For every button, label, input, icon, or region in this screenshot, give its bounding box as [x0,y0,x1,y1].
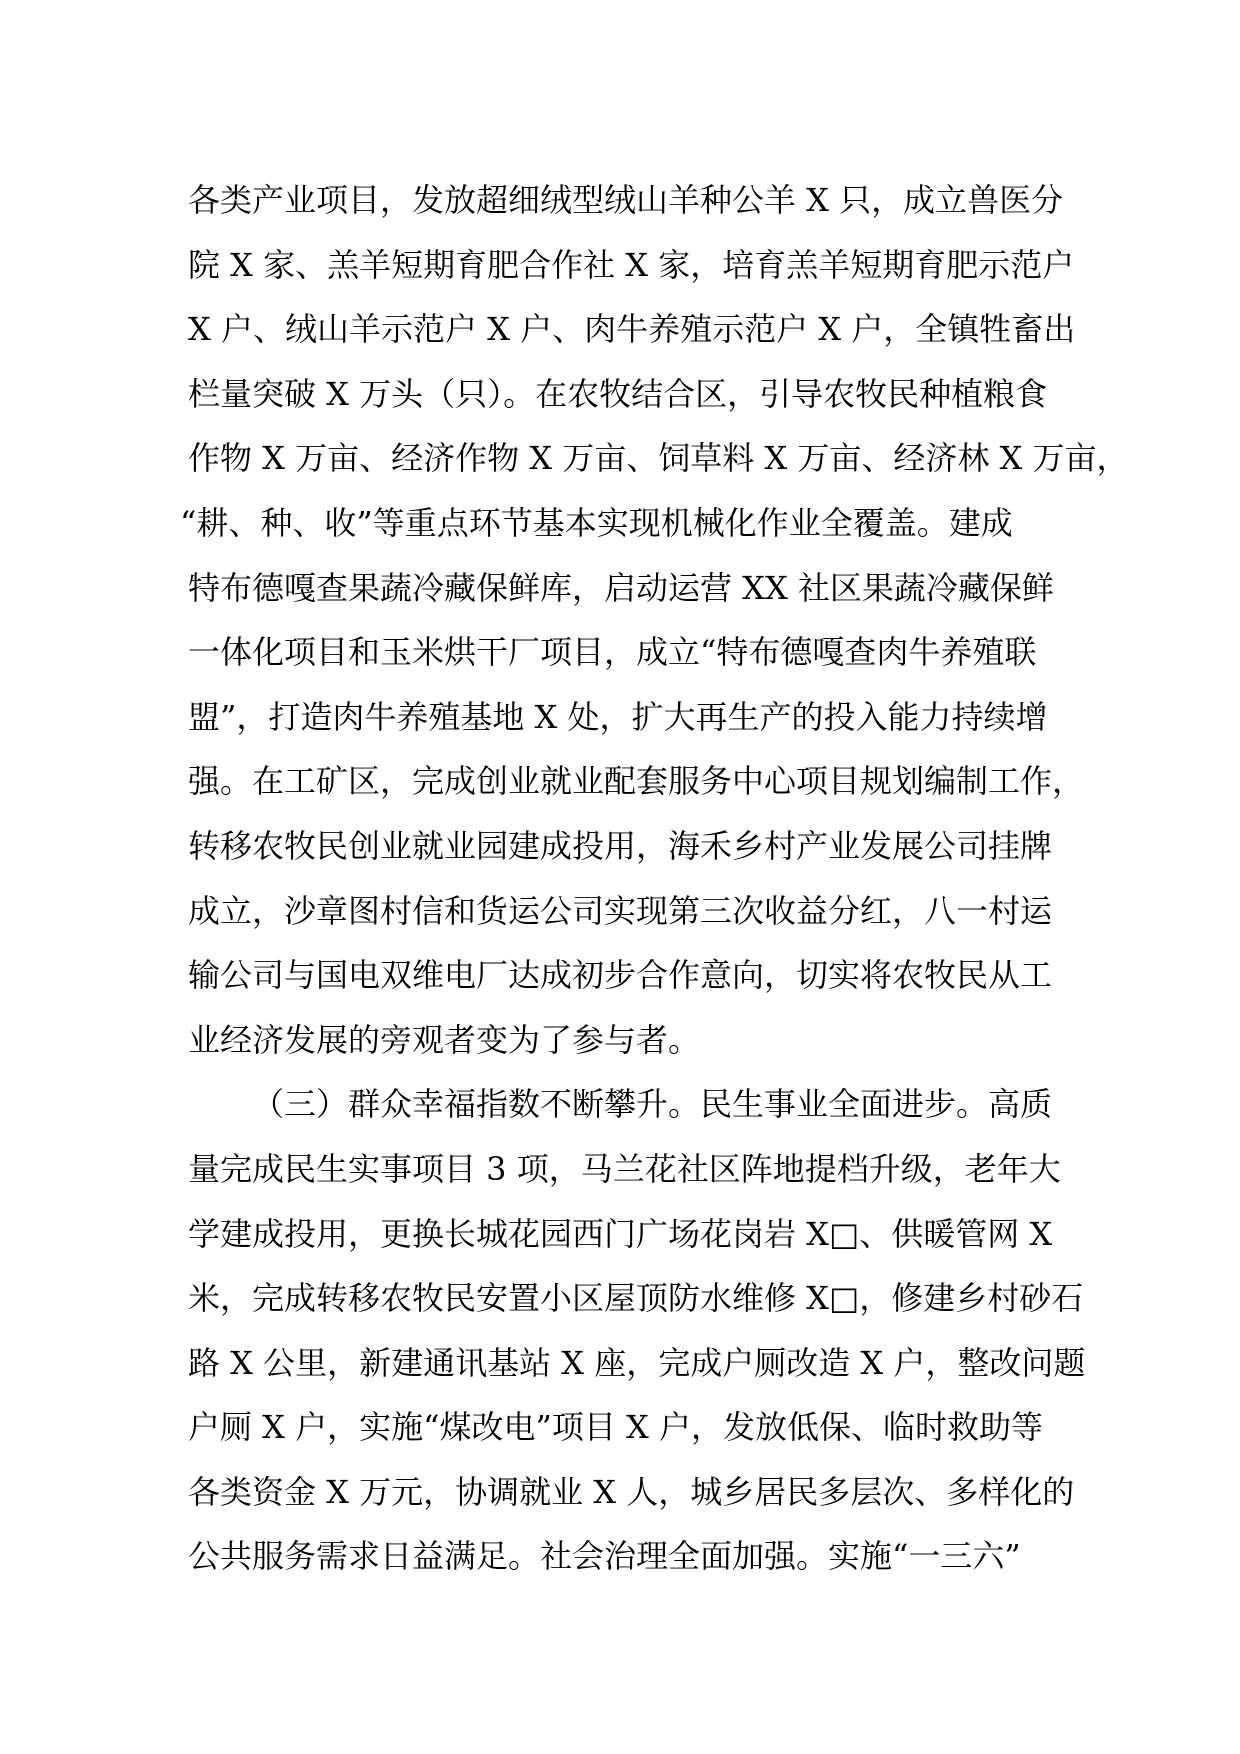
text-line: 院 X 家、羔羊短期育肥合作社 X 家，培育羔羊短期育肥示范户 [188,245,1075,284]
text-line: 米，完成转移农牧民安置小区屋顶防水维修 X□，修建乡村砂石 [188,1279,1084,1318]
text-line: 路 X 公里，新建通讯基站 X 座，完成户厕改造 X 户，整改问题 [188,1343,1086,1382]
text-line: 各类资金 X 万元，协调就业 X 人，城乡居民多层次、多样化的 [188,1472,1075,1511]
body-text [180,168,1129,1589]
text-line: 栏量突破 X 万头（只）。在农牧结合区，引导农牧民种植粮食 [188,374,1048,413]
text-line: 盟”，打造肉牛养殖基地 X 处，扩大再生产的投入能力持续增 [188,697,1048,736]
text-line: 成立，沙章图村信和货运公司实现第三次收益分红，八一村运 [188,891,1053,930]
text-line: 特布德嘎查果蔬冷藏保鲜库，启动运营 XX 社区果蔬冷藏保鲜 [188,568,1054,607]
text-line: 输公司与国电双维电厂达成初步合作意向，切实将农牧民从工 [188,956,1053,995]
text-line: X 户、绒山羊示范户 X 户、肉牛养殖示范户 X 户，全镇牲畜出 [188,310,1076,349]
text-line: 公共服务需求日益满足。社会治理全面加强。实施“一三六” [188,1537,1021,1576]
text-line: 强。在工矿区，完成创业就业配套服务中心项目规划编制工作， [188,762,1085,801]
text-line: 业经济发展的旁观者变为了参与者。 [188,1020,701,1059]
text-line: “耕、种、收”等重点环节基本实现机械化作业全覆盖。建成 [180,503,1013,542]
text-line: 户厕 X 户，实施“煤改电”项目 X 户，发放低保、临时救助等 [188,1408,1043,1447]
text-line: 量完成民生实事项目 3 项，马兰花社区阵地提档升级，老年大 [188,1149,1061,1188]
text-line: 作物 X 万亩、经济作物 X 万亩、饲草料 X 万亩、经济林 X 万亩， [188,439,1129,478]
text-line: 转移农牧民创业就业园建成投用，海禾乡村产业发展公司挂牌 [188,826,1053,865]
text-line: 学建成投用，更换长城花园西门广场花岗岩 X□、供暖管网 X [188,1214,1053,1253]
text-line: 各类产业项目，发放超细绒型绒山羊种公羊 X 只，成立兽医分 [188,181,1064,219]
text-line: 一体化项目和玉米烘干厂项目，成立“特布德嘎查肉牛养殖联 [188,633,1037,672]
section-heading-line: （三）群众幸福指数不断攀升。民生事业全面进步。高质 [252,1085,1053,1124]
